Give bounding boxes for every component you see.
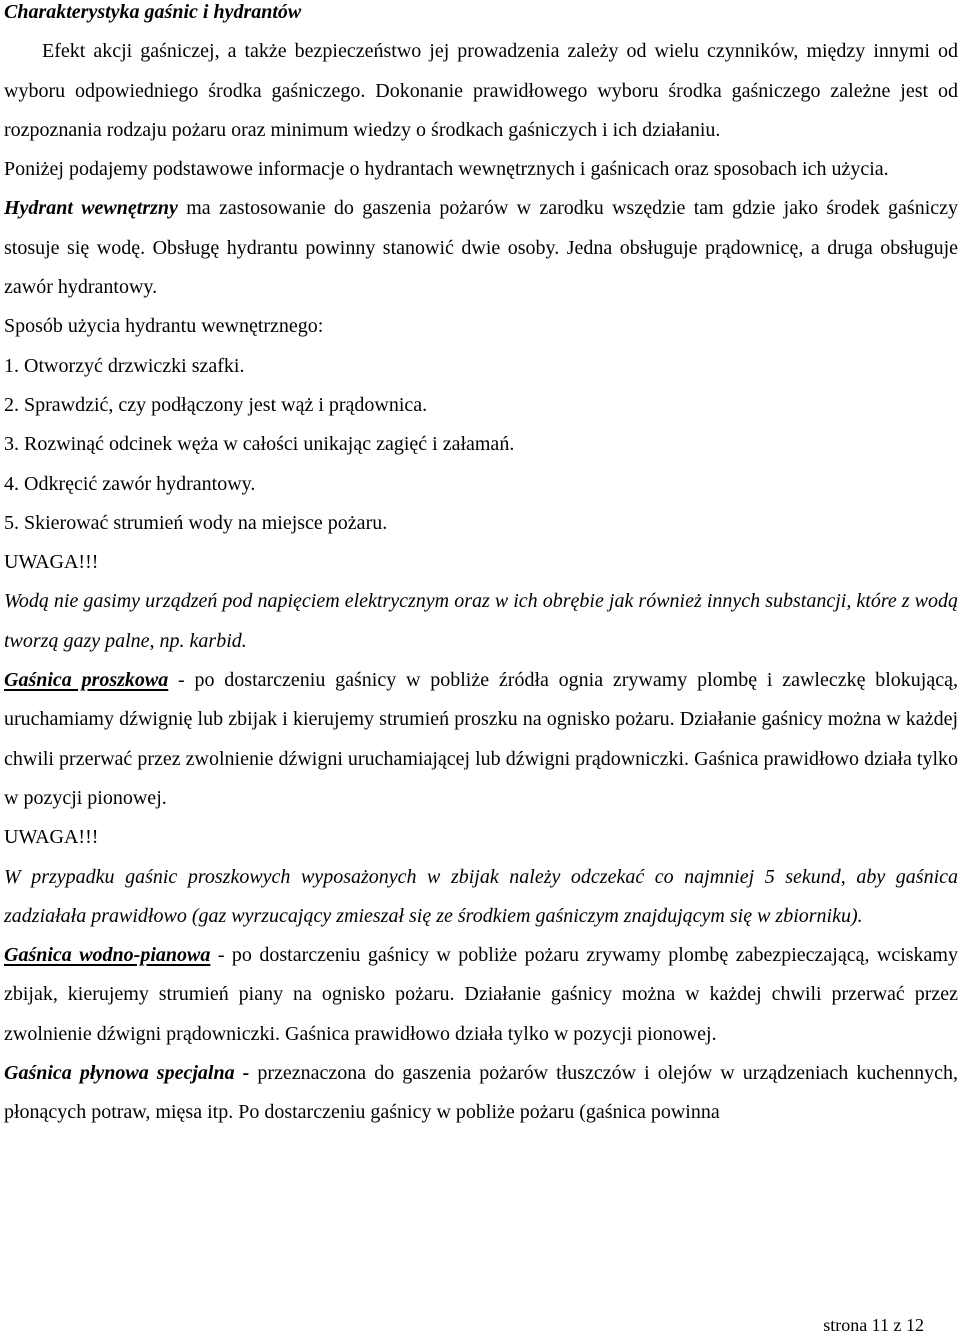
foam-extinguisher-text: - po dostarczeniu gaśnicy w pobliże pożaru zrywamy plombę zabezpieczającą, wciskamy zbijak, kierujemy strumień piany na ognisko pożaru. Działanie gaśnicy można w każdej chwili przerwać przez zwolnienie dźwigni prądowniczki. Gaśnica prawidłowo działa tylko w pozycji pionowej. [4, 944, 958, 1045]
hydrant-step-2: 2. Sprawdzić, czy podłączony jest wąż i prądownica. [4, 393, 428, 416]
hydrant-step-3: 3. Rozwinąć odcinek węża w całości unikając zagięć i załamań. [4, 433, 515, 456]
liquid-extinguisher-term: Gaśnica płynowa specjalna - [4, 1062, 250, 1085]
hydrant-warning-text: Wodą nie gasimy urządzeń pod napięciem elektrycznym oraz w ich obrębie jak również innych substancji, które z wodą tworzą gazy palne, np. karbid. [4, 590, 958, 652]
liquid-extinguisher-text: przeznaczona do gaszenia pożarów tłuszczów i olejów w urządzeniach kuchennych, płonących potraw, mięsa itp. Po dostarczeniu gaśnicy w pobliże pożaru (gaśnica powinna [4, 1062, 958, 1124]
powder-extinguisher-term: Gaśnica proszkowa [4, 669, 169, 692]
document-page [4, 0, 958, 1133]
hydrant-usage-heading: Sposób użycia hydrantu wewnętrznego: [4, 315, 324, 338]
powder-extinguisher-paragraph [4, 661, 958, 818]
hydrant-text: ma zastosowanie do gaszenia pożarów w zarodku wszędzie tam gdzie jako środek gaśniczy stosuje się wodę. Obsługę hydrantu powinny stanowić dwie osoby. Jedna obsługuje prądownicę, a druga obsługuje zawór hydrantowy. [4, 197, 958, 299]
hydrant-step-1: 1. Otworzyć drzwiczki szafki. [4, 354, 245, 377]
powder-warning-label: UWAGA!!! [4, 826, 99, 849]
hydrant-warning-label: UWAGA!!! [4, 551, 99, 574]
foam-extinguisher-term: Gaśnica wodno-pianowa [4, 944, 211, 967]
hydrant-term: Hydrant wewnętrzny [4, 197, 178, 220]
powder-extinguisher-text: - po dostarczeniu gaśnicy w pobliże źródła ognia zrywamy plombę i zawleczkę blokującą, uruchamiamy dźwignię lub zbijak i kierujemy strumień proszku na ognisko pożaru. Działanie gaśnicy można w każdej chwili przerwać przez zwolnienie dźwigni uruchamiającej lub dźwigni prądowniczki. Gaśnica prawidłowo działa tylko w pozycji pionowej. [4, 669, 958, 809]
powder-warning-text: W przypadku gaśnic proszkowych wyposażonych w zbijak należy odczekać co najmniej 5 sekund, aby gaśnica zadziałała prawidłowo (gaz wyrzucający zmieszał się ze środkiem gaśniczym znajdującym się w zbiorniku). [4, 865, 958, 927]
hydrant-step-4: 4. Odkręcić zawór hydrantowy. [4, 472, 256, 495]
document-title: Charakterystyka gaśnic i hydrantów [4, 1, 302, 23]
page-number: strona 11 z 12 [823, 1315, 924, 1335]
hydrant-step-5: 5. Skierować strumień wody na miejsce pożaru. [4, 511, 388, 534]
hydrant-paragraph [4, 189, 958, 307]
liquid-extinguisher-paragraph [4, 1054, 958, 1133]
intro-paragraph: Efekt akcji gaśniczej, a także bezpieczeństwo jej prowadzenia zależy od wielu czynników, między innymi od wyboru odpowiedniego środka gaśniczego. Dokonanie prawidłowego wyboru środka gaśniczego zależne jest od rozpoznania rodzaju pożaru oraz minimum wiedzy o środkach gaśniczych i ich działaniu. [4, 40, 958, 141]
foam-extinguisher-paragraph [4, 936, 958, 1054]
intro-note-paragraph: Poniżej podajemy podstawowe informacje o hydrantach wewnętrznych i gaśnicach oraz sposobach ich użycia. [4, 158, 889, 181]
